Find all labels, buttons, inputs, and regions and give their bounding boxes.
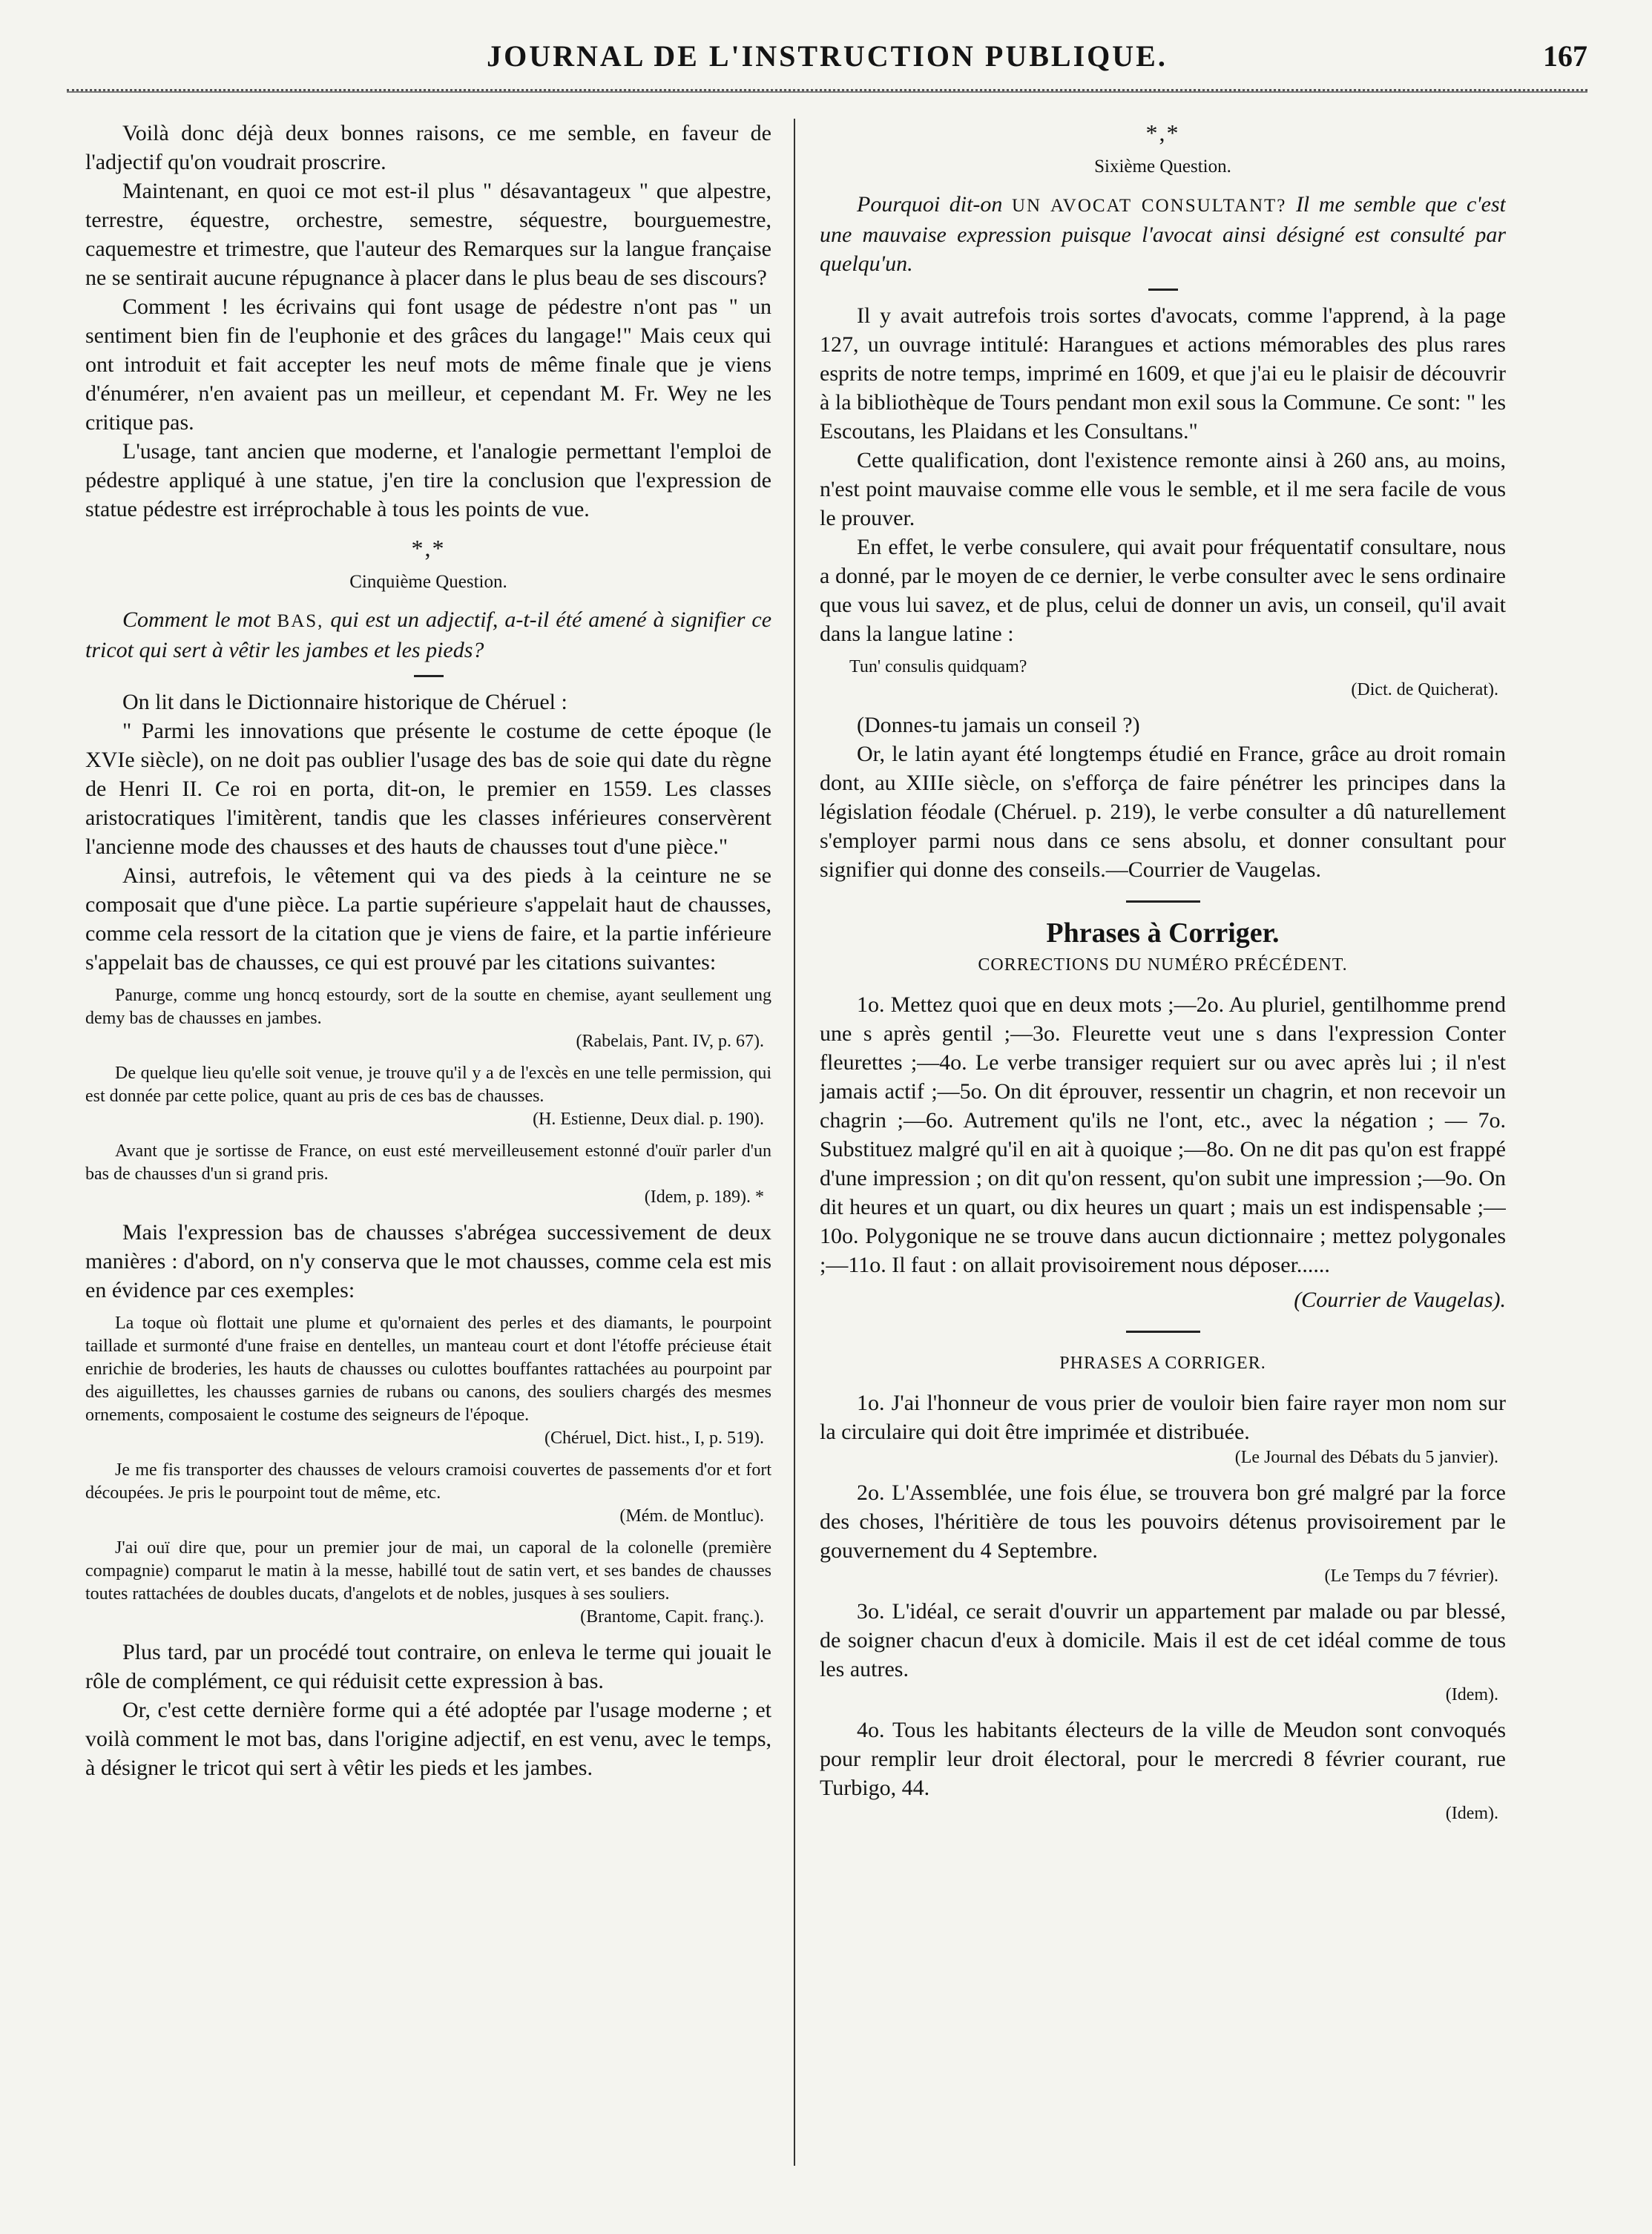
paragraph: Il y avait autrefois trois sortes d'avocats, comme l'apprend, à la page 127, un ouvrage intitulé: Harangues et actions mémorables des plus rares esprits de notre temps, imprimé en 1609, et que j'ai eu le plaisir de découvrir à la bibliothèque de Tours pendant mon exil sous la Commune. Ce sont: " les Escoutans, les Plaidans et les Consultans." — [820, 303, 1506, 444]
citation-source: (Idem). — [1445, 1804, 1498, 1823]
paragraph: L'usage, tant ancien que moderne, et l'analogie permettant l'emploi de pédestre appliqué à une statue, j'en tire la conclusion que l'expression de statue pédestre est irréprochable à tous les points de vue. — [85, 439, 771, 521]
question-keyword: UN AVOCAT CONSULTANT? — [1011, 196, 1287, 216]
quotation: J'ai ouï dire que, pour un premier jour de mai, un caporal de la colonelle (première compagnie) comparut le matin à la messe, habillé tout de satin vert, et ses bandes de chausses toutes rattachées de doubles ducats, d'angelots et de nobles, jusques à ses souliers. — [85, 1538, 771, 1604]
question-text — [820, 190, 1506, 278]
exercise-item: 2o. L'Assemblée, une fois élue, se trouvera bon gré malgré par la force des choses, l'héritière de tous les pouvoirs détenus provisoirement par le gouvernement du 4 Septembre. — [820, 1480, 1506, 1563]
question-text-a: Pourquoi dit-on — [857, 192, 1003, 217]
citation-source: (Dict. de Quicherat). — [1351, 680, 1498, 699]
question-text — [85, 605, 771, 665]
section-subtitle: PHRASES A CORRIGER. — [1059, 1354, 1266, 1373]
paragraph: Plus tard, par un procédé tout contraire, on enleva le terme qui jouait le rôle de complément, ce qui réduisit cette expression à bas. — [85, 1640, 771, 1693]
section-title: Phrases à Corriger. — [1046, 917, 1280, 949]
citation-source: (Le Temps du 7 février). — [1324, 1566, 1498, 1586]
paragraph: Comment ! les écrivains qui font usage de pédestre n'ont pas " un sentiment bien fin de l'euphonie et des grâces du langage!" Mais ceux qui ont introduit et fait accepter les neuf mots de même finale que je viens d'énumérer, n'en avaient pas un meilleur, et cependant M. Fr. Wey ne les critique pas. — [85, 294, 771, 435]
paragraph: Or, c'est cette dernière forme qui a été adoptée par l'usage moderne ; et voilà comment le mot bas, dans l'origine adjectif, en est venu, avec le temps, à désigner le tricot qui sert à vêtir les pieds et les jambes. — [85, 1698, 771, 1780]
section-rule — [1126, 1331, 1200, 1333]
quotation: Je me fis transporter des chausses de velours cramoisi couvertes de passements d'or et fort découpées. Je pris le pourpoint tout de même, etc. — [85, 1460, 771, 1503]
paragraph: Cette qualification, dont l'existence remonte ainsi à 260 ans, au moins, n'est point mauvaise comme elle vous le semble, et il me sera facile de vous le prouver. — [820, 448, 1506, 530]
quotation: Avant que je sortisse de France, on eust esté merveilleusement estonné d'ouïr parler d'un bas de chausses d'un si grand pris. — [85, 1141, 771, 1184]
section-stars: *,* — [1145, 119, 1180, 146]
paragraph: " Parmi les innovations que présente le costume de cette époque (le XVIe siècle), on ne doit pas oublier l'usage des bas de soie qui date du règne de Henri II. Ce roi en porta, dit-on, le premier en 1559. Les classes aristocratiques l'imitèrent, tandis que les classes inférieures conservèrent l'ancienne mode des chausses et des hauts de chausses tout d'une pièce." — [85, 719, 771, 859]
header-rule — [67, 89, 1587, 93]
citation-source: (Brantome, Capit. franç.). — [580, 1607, 764, 1627]
question-title: Cinquième Question. — [349, 572, 507, 592]
section-subtitle: CORRECTIONS DU NUMÉRO PRÉCÉDENT. — [978, 955, 1348, 975]
page-header — [67, 39, 1587, 83]
column-divider — [794, 119, 795, 2166]
section-stars: *,* — [411, 535, 446, 561]
citation-source: (Idem, p. 189). * — [644, 1187, 764, 1207]
citation-source: (Chéruel, Dict. hist., I, p. 519). — [544, 1429, 764, 1448]
question-text-a: Comment le mot — [122, 607, 271, 632]
exercise-item: 1o. J'ai l'honneur de vous prier de vouloir bien faire rayer mon nom sur la circulaire qui doit être imprimée et distribuée. — [820, 1391, 1506, 1444]
question-title: Sixième Question. — [1094, 156, 1231, 177]
quotation: De quelque lieu qu'elle soit venue, je trouve qu'il y a de l'excès en une telle permission, qui est donnée par cette police, quant au pris de ces bas de chausses. — [85, 1064, 771, 1106]
quotation: La toque où flottait une plume et qu'ornaient des perles et des diamants, le pourpoint taillade et surmonté d'une fraise en dentelles, un manteau court et dont l'étoffe précieuse était enrichie de broderies, les hauts de chausses ou culottes bouffantes rattachées au pourpoint par des aiguillettes, les chausses garnies de rubans ou canons, des souliers chargés des mesmes ornements, composaient le costume des seigneurs de l'époque. — [85, 1314, 771, 1425]
quotation: Panurge, comme ung honcq estourdy, sort de la soutte en chemise, ayant seullement ung demy bas de chausses en jambes. — [85, 986, 771, 1028]
paragraph: Maintenant, en quoi ce mot est-il plus " désavantageux " que alpestre, terrestre, équestre, orchestre, semestre, séquestre, bourguemestre, caquemestre et trimestre, que l'auteur des Remarques sur la langue française ne se sentirait aucune répugnance à placer dans le plus beau de ses discours? — [85, 179, 771, 290]
citation-source: (Rabelais, Pant. IV, p. 67). — [576, 1032, 764, 1051]
exercise-item: 3o. L'idéal, ce serait d'ouvrir un appartement par malade ou par blessé, de soigner chacun d'eux à domicile. Mais il est de cet idéal comme de tous les autres. — [820, 1599, 1506, 1681]
paragraph: On lit dans le Dictionnaire historique de Chéruel : — [122, 690, 567, 714]
question-keyword: BAS, — [277, 611, 324, 631]
paragraph: Voilà donc déjà deux bonnes raisons, ce me semble, en faveur de l'adjectif qu'on voudrait proscrire. — [85, 121, 771, 174]
credit-line: (Courrier de Vaugelas). — [1294, 1288, 1506, 1312]
short-rule — [1148, 289, 1178, 291]
paragraph: Or, le latin ayant été longtemps étudié en France, grâce au droit romain dont, au XIIIe siècle, on s'efforça de faire pénétrer les principes dans la législation féodale (Chéruel. p. 219), le verbe consulter a dû naturellement s'employer parmi nous dans ce sens absolu, et donner consultant pour signifier qui donne des conseils.—Courrier de Vaugelas. — [820, 742, 1506, 882]
short-rule — [414, 675, 444, 677]
section-rule — [1126, 900, 1200, 903]
question-text-b: qui est un adjectif, a-t-il été amené à signifier ce tricot qui sert à vêtir les jambes et les pieds? — [85, 607, 771, 662]
quotation: Tun' consulis quidquam? — [849, 657, 1027, 676]
paragraph: Ainsi, autrefois, le vêtement qui va des pieds à la ceinture ne se composait que d'une pièce. La partie supérieure s'appelait haut de chausses, comme cela ressort de la citation que je viens de faire, et la partie inférieure s'appelait bas de chausses, ce qui est prouvé par les citations suivantes: — [85, 863, 771, 975]
exercise-item: 4o. Tous les habitants électeurs de la ville de Meudon sont convoqués pour remplir leur droit électoral, pour le mercredi 8 février courant, rue Turbigo, 44. — [820, 1718, 1506, 1800]
paragraph: En effet, le verbe consulere, qui avait pour fréquentatif consultare, nous a donné, par le moyen de ce dernier, le verbe consulter avec le sens ordinaire que vous lui savez, et de plus, celui de donner un avis, un conseil, qu'il avait dans la langue latine : — [820, 535, 1506, 646]
page-number: 167 — [1543, 39, 1587, 73]
citation-source: (Idem). — [1445, 1685, 1498, 1704]
citation-source: (Mém. de Montluc). — [619, 1506, 764, 1526]
right-column — [820, 119, 1506, 2195]
paragraph: Mais l'expression bas de chausses s'abrégea successivement de deux manières : d'abord, on n'y conserva que le mot chausses, comme cela est mis en évidence par ces exemples: — [85, 1220, 771, 1302]
citation-source: (Le Journal des Débats du 5 janvier). — [1234, 1448, 1498, 1467]
question-text-b: Il me semble que c'est une mauvaise expression puisque l'avocat ainsi désigné est consulté par quelqu'un. — [820, 192, 1506, 276]
left-column — [85, 119, 771, 2195]
corrections-paragraph: 1o. Mettez quoi que en deux mots ;—2o. Au pluriel, gentilhomme prend une s après gentil ;—3o. Fleurette veut une s dans l'expression Conter fleurettes ;—4o. Le verbe transiger requiert sur ou avec après lui ; il n'est jamais actif ;—5o. On dit éprouver, ressentir un chagrin, et non recevoir un chagrin ;—6o. Autrement qu'ils ne l'ont, etc., avec la négation ; — 7o. Substituez malgré qu'il en ait à quoique ;—8o. On ne dit pas qu'on est frappé d'une impression ; on dit qu'on ressent, qu'on subit une impression ;—9o. On dit heures et un quart, ou dix heures un quart ; mais un est indispensable ;—10o. Polygonique ne se trouve dans aucun dictionnaire ; mettez polygonales ;—11o. Il faut : on allait provisoirement nous déposer...... — [820, 992, 1506, 1277]
journal-title: JOURNAL DE L'INSTRUCTION PUBLIQUE. — [487, 39, 1168, 73]
paragraph: (Donnes-tu jamais un conseil ?) — [857, 713, 1140, 737]
citation-source: (H. Estienne, Deux dial. p. 190). — [533, 1110, 764, 1129]
